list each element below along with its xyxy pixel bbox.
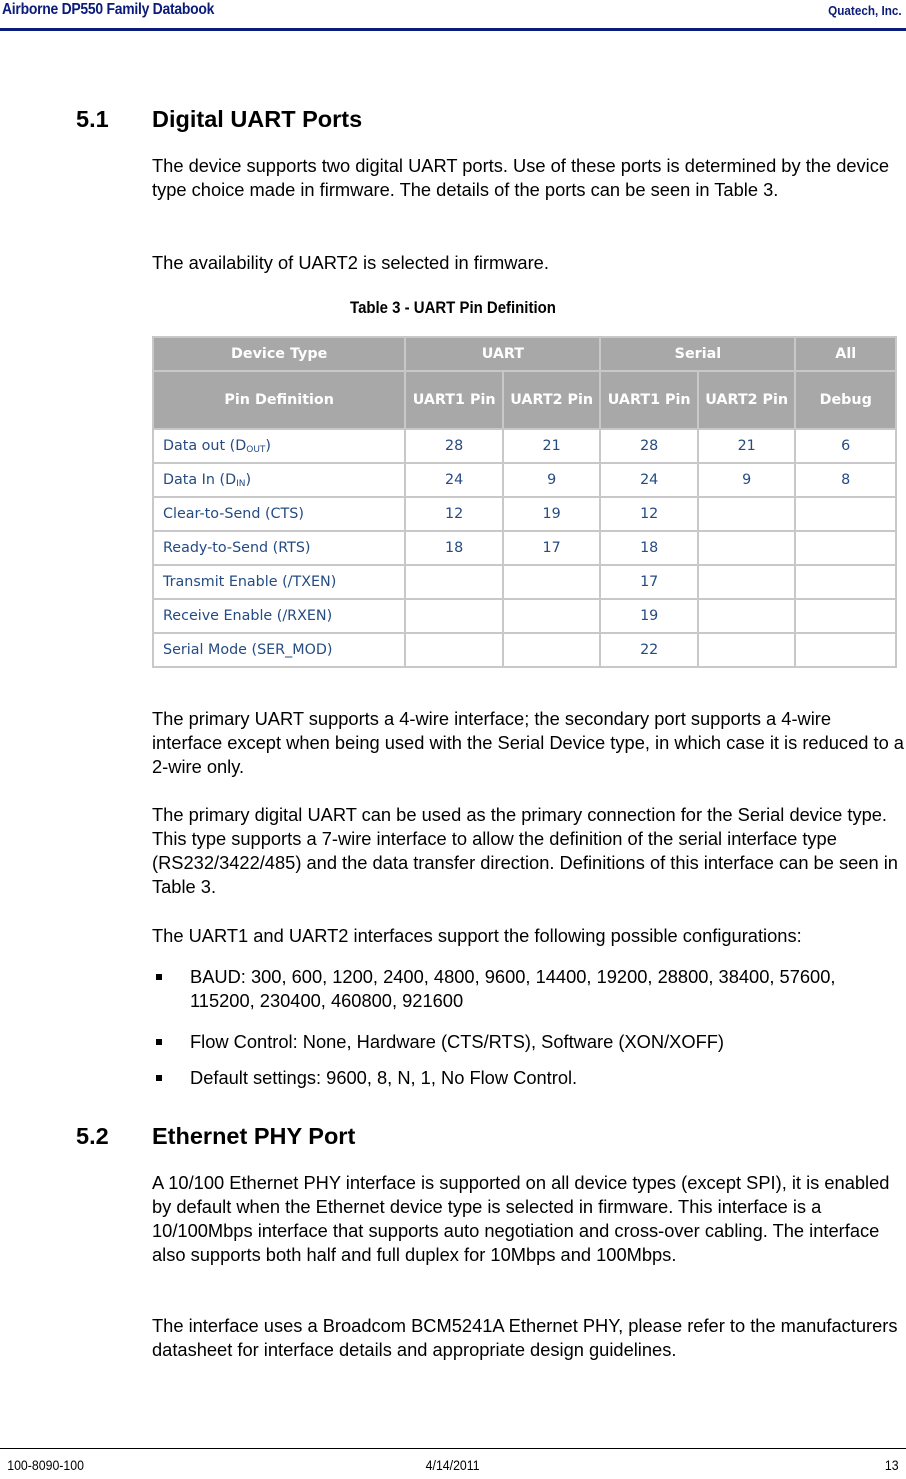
header-rule: [0, 28, 906, 31]
pin-label: Serial Mode (SER_MOD): [154, 634, 404, 666]
section-number: 5.2: [76, 1123, 109, 1149]
cell-value: 21: [699, 430, 795, 462]
cell-value: [699, 532, 795, 564]
header-uart2-pin: UART2 Pin: [504, 372, 600, 428]
header-all: All: [796, 338, 895, 370]
table-row: [154, 430, 895, 462]
header-device-type: Device Type: [154, 338, 404, 370]
cell-value: [699, 566, 795, 598]
pin-label: Clear-to-Send (CTS): [154, 498, 404, 530]
table-row: [154, 532, 895, 564]
cell-value: [796, 532, 895, 564]
cell-value: [406, 634, 502, 666]
cell-value: 21: [504, 430, 600, 462]
cell-value: [796, 634, 895, 666]
header-uart: UART: [406, 338, 599, 370]
section-title: Digital UART Ports: [152, 106, 363, 132]
table-row: [154, 634, 895, 666]
cell-value: 17: [601, 566, 697, 598]
table-row: [154, 498, 895, 530]
cell-value: [406, 566, 502, 598]
pin-label: Receive Enable (/RXEN): [154, 600, 404, 632]
table-row: [154, 566, 895, 598]
pin-label: Data In $(D_{IN})$: [154, 464, 404, 496]
cell-value: 12: [406, 498, 502, 530]
header-debug: Debug: [796, 372, 895, 428]
pin-label: Data out $(D_{OUT})$: [154, 430, 404, 462]
paragraph: The UART1 and UART2 interfaces support the following possible configurations:: [152, 925, 802, 946]
cell-value: [796, 498, 895, 530]
bullet-square-icon: [156, 1039, 162, 1045]
table-row: [154, 464, 895, 496]
footer-page-number: 13: [885, 1457, 900, 1473]
footer-doc-number: 100-8090-100: [7, 1457, 84, 1473]
cell-value: 18: [601, 532, 697, 564]
cell-value: 24: [406, 464, 502, 496]
cell-value: [699, 498, 795, 530]
cell-value: [504, 566, 600, 598]
paragraph: The availability of UART2 is selected in firmware.: [152, 252, 549, 273]
cell-value: [504, 634, 600, 666]
table-column-header-row: [154, 372, 895, 428]
footer-date: 4/14/2011: [425, 1457, 480, 1473]
header-serial-uart2-pin: UART2 Pin: [699, 372, 795, 428]
cell-value: 6: [796, 430, 895, 462]
paragraph: The primary UART supports a 4-wire interface; the secondary port supports a 4-wire interface except when being used with the Serial Device type, in which case it is reduced to a 2-wire only.: [152, 708, 904, 777]
uart-pin-table: [152, 336, 897, 668]
bullet-square-icon: [156, 1075, 162, 1081]
footer-rule: [0, 1448, 906, 1449]
cell-value: 9: [699, 464, 795, 496]
cell-value: 9: [504, 464, 600, 496]
cell-value: 28: [601, 430, 697, 462]
cell-value: [699, 634, 795, 666]
cell-value: [796, 566, 895, 598]
header-uart1-pin: UART1 Pin: [406, 372, 502, 428]
table-caption: Table 3 - UART Pin Definition: [350, 298, 556, 317]
page-header: [0, 0, 906, 30]
pin-label: Ready-to-Send (RTS): [154, 532, 404, 564]
header-serial: Serial: [601, 338, 794, 370]
header-pin-definition: Pin Definition: [154, 372, 404, 428]
cell-value: [406, 600, 502, 632]
header-serial-uart1-pin: UART1 Pin: [601, 372, 697, 428]
cell-value: 22: [601, 634, 697, 666]
cell-value: 19: [504, 498, 600, 530]
cell-value: 12: [601, 498, 697, 530]
cell-value: 24: [601, 464, 697, 496]
cell-value: 8: [796, 464, 895, 496]
paragraph: A 10/100 Ethernet PHY interface is supported on all device types (except SPI), it is enabled by default when the Ethernet device type is selected in firmware. This interface is a 10/100Mbps interface that supports auto negotiation and cross-over cabling. The interface also supports both half and full duplex for 10Mbps and 100Mbps.: [152, 1172, 890, 1265]
cell-value: [504, 600, 600, 632]
table-group-header-row: [154, 338, 895, 370]
cell-value: [699, 600, 795, 632]
header-title: Airborne DP550 Family Databook: [2, 1, 215, 18]
cell-value: 17: [504, 532, 600, 564]
bullet-square-icon: [156, 974, 162, 980]
header-company: Quatech, Inc.: [828, 3, 902, 18]
cell-value: [796, 600, 895, 632]
cell-value: 19: [601, 600, 697, 632]
table-row: [154, 600, 895, 632]
paragraph: The device supports two digital UART ports. Use of these ports is determined by the device type choice made in firmware. The details of the ports can be seen in Table 3.: [152, 155, 890, 200]
section-number: 5.1: [76, 106, 109, 132]
cell-value: 18: [406, 532, 502, 564]
paragraph: The interface uses a Broadcom BCM5241A Ethernet PHY, please refer to the manufacturers datasheet for interface details and appropriate design guidelines.: [152, 1315, 898, 1360]
cell-value: 28: [406, 430, 502, 462]
pin-label: Transmit Enable (/TXEN): [154, 566, 404, 598]
paragraph: The primary digital UART can be used as the primary connection for the Serial device type. This type supports a 7-wire interface to allow the definition of the serial interface type (RS232/3422/485) and the data transfer direction. Definitions of this interface can be seen in Table 3.: [152, 804, 898, 897]
section-title: Ethernet PHY Port: [152, 1123, 356, 1149]
page-footer: [0, 1448, 906, 1479]
